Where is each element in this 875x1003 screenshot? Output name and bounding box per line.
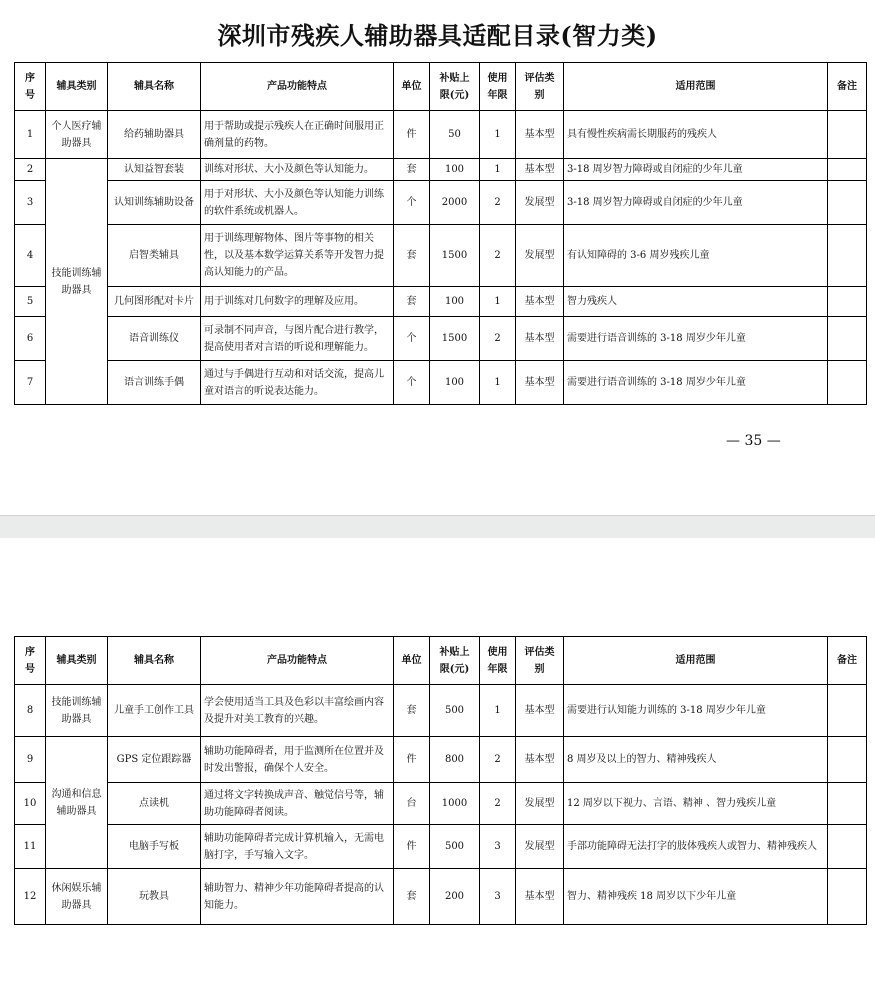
cell-remarks	[828, 825, 867, 869]
cell-scope: 智力、精神残疾 18 周岁以下少年儿童	[564, 869, 828, 925]
header-features: 产品功能特点	[201, 63, 394, 111]
cell-name: 给药辅助器具	[108, 111, 201, 159]
cell-remarks	[828, 737, 867, 783]
cell-assess: 基本型	[516, 685, 564, 737]
cell-name: 电脑手写板	[108, 825, 201, 869]
cell-remarks	[828, 361, 867, 405]
cell-seq: 4	[15, 225, 46, 287]
cell-scope: 需要进行认知能力训练的 3-18 周岁少年儿童	[564, 685, 828, 737]
cell-unit: 个	[394, 181, 430, 225]
table-row	[15, 159, 867, 181]
cell-subsidy: 2000	[430, 181, 480, 225]
cell-subsidy: 1500	[430, 225, 480, 287]
cell-seq: 11	[15, 825, 46, 869]
header-category: 辅具类别	[46, 63, 108, 111]
cell-remarks	[828, 159, 867, 181]
cell-assess: 基本型	[516, 287, 564, 317]
header-assess: 评估类 别	[516, 63, 564, 111]
table-row	[15, 225, 867, 287]
cell-unit: 件	[394, 825, 430, 869]
cell-seq: 10	[15, 783, 46, 825]
table-row	[15, 783, 867, 825]
table-header-row	[15, 637, 867, 685]
cell-name: 儿童手工创作工具	[108, 685, 201, 737]
cell-unit: 套	[394, 225, 430, 287]
cell-subsidy: 200	[430, 869, 480, 925]
cell-seq: 9	[15, 737, 46, 783]
cell-remarks	[828, 783, 867, 825]
cell-features: 通过与手偶进行互动和对话交流，提高儿童对语言的听说表达能力。	[201, 361, 394, 405]
table-row	[15, 181, 867, 225]
table-row	[15, 111, 867, 159]
cell-remarks	[828, 317, 867, 361]
cell-years: 1	[480, 111, 516, 159]
cell-features: 辅助智力、精神少年功能障碍者提高的认知能力。	[201, 869, 394, 925]
cell-assess: 发展型	[516, 783, 564, 825]
cell-category: 技能训练辅助器具	[46, 685, 108, 737]
cell-features: 辅助功能障碍者完成计算机输入，无需电脑打字，手写输入文字。	[201, 825, 394, 869]
cell-unit: 个	[394, 361, 430, 405]
catalog-table-1	[14, 62, 867, 405]
cell-remarks	[828, 181, 867, 225]
table-header-row	[15, 63, 867, 111]
cell-subsidy: 1000	[430, 783, 480, 825]
cell-unit: 套	[394, 287, 430, 317]
cell-remarks	[828, 685, 867, 737]
cell-scope: 3-18 周岁智力障碍或自闭症的少年儿童	[564, 181, 828, 225]
cell-scope: 8 周岁及以上的智力、精神残疾人	[564, 737, 828, 783]
cell-years: 3	[480, 869, 516, 925]
cell-name: 语音训练仪	[108, 317, 201, 361]
cell-category: 个人医疗辅助器具	[46, 111, 108, 159]
cell-years: 2	[480, 783, 516, 825]
header-name: 辅具名称	[108, 63, 201, 111]
cell-years: 2	[480, 225, 516, 287]
cell-scope: 12 周岁以下视力、言语、精神 、智力残疾儿童	[564, 783, 828, 825]
cell-unit: 个	[394, 317, 430, 361]
cell-features: 可录制不同声音，与图片配合进行教学，提高使用者对言语的听说和理解能力。	[201, 317, 394, 361]
cell-scope: 3-18 周岁智力障碍或自闭症的少年儿童	[564, 159, 828, 181]
cell-features: 用于训练理解物体、图片等事物的相关性，以及基本数学运算关系等开发智力提高认知能力的产品。	[201, 225, 394, 287]
cell-subsidy: 50	[430, 111, 480, 159]
cell-seq: 8	[15, 685, 46, 737]
cell-category: 休闲娱乐辅助器具	[46, 869, 108, 925]
page-separator	[0, 515, 875, 538]
cell-years: 1	[480, 361, 516, 405]
table-row	[15, 685, 867, 737]
cell-scope: 手部功能障碍无法打字的肢体残疾人或智力、精神残疾人	[564, 825, 828, 869]
table-row	[15, 317, 867, 361]
page-number: — 35 —	[726, 433, 781, 449]
cell-remarks	[828, 869, 867, 925]
cell-unit: 套	[394, 869, 430, 925]
header-scope: 适用范围	[564, 63, 828, 111]
cell-name: 玩教具	[108, 869, 201, 925]
cell-seq: 1	[15, 111, 46, 159]
cell-years: 3	[480, 825, 516, 869]
header-seq: 序 号	[15, 63, 46, 111]
header-years: 使用 年限	[480, 637, 516, 685]
cell-seq: 3	[15, 181, 46, 225]
cell-seq: 2	[15, 159, 46, 181]
cell-features: 训练对形状、大小及颜色等认知能力。	[201, 159, 394, 181]
cell-assess: 基本型	[516, 869, 564, 925]
cell-years: 2	[480, 737, 516, 783]
cell-assess: 发展型	[516, 181, 564, 225]
cell-years: 1	[480, 287, 516, 317]
cell-name: 启智类辅具	[108, 225, 201, 287]
cell-assess: 基本型	[516, 361, 564, 405]
cell-features: 辅助功能障碍者，用于监测所在位置并及时发出警报，确保个人安全。	[201, 737, 394, 783]
cell-unit: 套	[394, 159, 430, 181]
cell-assess: 基本型	[516, 159, 564, 181]
cell-years: 1	[480, 685, 516, 737]
cell-assess: 发展型	[516, 825, 564, 869]
cell-seq: 5	[15, 287, 46, 317]
cell-features: 学会使用适当工具及色彩以丰富绘画内容及提升对美工教育的兴趣。	[201, 685, 394, 737]
cell-seq: 6	[15, 317, 46, 361]
cell-subsidy: 1500	[430, 317, 480, 361]
header-remarks: 备注	[828, 637, 867, 685]
header-subsidy: 补贴上 限(元)	[430, 63, 480, 111]
cell-name: 语言训练手偶	[108, 361, 201, 405]
cell-name: 认知益智套装	[108, 159, 201, 181]
header-assess: 评估类 别	[516, 637, 564, 685]
cell-scope: 有认知障碍的 3-6 周岁残疾儿童	[564, 225, 828, 287]
cell-name: 认知训练辅助设备	[108, 181, 201, 225]
cell-features: 用于帮助或提示残疾人在正确时间服用正确剂量的药物。	[201, 111, 394, 159]
header-subsidy: 补贴上 限(元)	[430, 637, 480, 685]
table-row	[15, 737, 867, 783]
header-remarks: 备注	[828, 63, 867, 111]
cell-unit: 台	[394, 783, 430, 825]
cell-category: 技能训练辅助器具	[46, 159, 108, 405]
cell-features: 用于对形状、大小及颜色等认知能力训练的软件系统或机器人。	[201, 181, 394, 225]
header-seq: 序 号	[15, 637, 46, 685]
header-years: 使用 年限	[480, 63, 516, 111]
catalog-table-2	[14, 636, 867, 925]
cell-remarks	[828, 287, 867, 317]
cell-features: 通过将文字转换成声音、触觉信号等，辅助功能障碍者阅读。	[201, 783, 394, 825]
cell-scope: 需要进行语音训练的 3-18 周岁少年儿童	[564, 361, 828, 405]
header-name: 辅具名称	[108, 637, 201, 685]
cell-subsidy: 800	[430, 737, 480, 783]
cell-scope: 具有慢性疾病需长期服药的残疾人	[564, 111, 828, 159]
cell-name: 几何图形配对卡片	[108, 287, 201, 317]
header-category: 辅具类别	[46, 637, 108, 685]
cell-years: 1	[480, 159, 516, 181]
table-row	[15, 287, 867, 317]
cell-subsidy: 500	[430, 825, 480, 869]
cell-assess: 基本型	[516, 737, 564, 783]
cell-unit: 套	[394, 685, 430, 737]
cell-category: 沟通和信息辅助器具	[46, 737, 108, 869]
cell-features: 用于训练对几何数字的理解及应用。	[201, 287, 394, 317]
header-unit: 单位	[394, 637, 430, 685]
cell-remarks	[828, 111, 867, 159]
cell-subsidy: 100	[430, 159, 480, 181]
table-row	[15, 869, 867, 925]
cell-scope: 智力残疾人	[564, 287, 828, 317]
cell-seq: 7	[15, 361, 46, 405]
header-unit: 单位	[394, 63, 430, 111]
cell-seq: 12	[15, 869, 46, 925]
cell-subsidy: 100	[430, 361, 480, 405]
cell-years: 2	[480, 317, 516, 361]
cell-years: 2	[480, 181, 516, 225]
cell-scope: 需要进行语音训练的 3-18 周岁少年儿童	[564, 317, 828, 361]
cell-unit: 件	[394, 737, 430, 783]
header-scope: 适用范围	[564, 637, 828, 685]
table-row	[15, 825, 867, 869]
cell-name: 点读机	[108, 783, 201, 825]
header-features: 产品功能特点	[201, 637, 394, 685]
page-title: 深圳市残疾人辅助器具适配目录(智力类)	[217, 21, 658, 50]
cell-remarks	[828, 225, 867, 287]
cell-unit: 件	[394, 111, 430, 159]
cell-subsidy: 100	[430, 287, 480, 317]
cell-name: GPS 定位跟踪器	[108, 737, 201, 783]
cell-assess: 基本型	[516, 111, 564, 159]
cell-assess: 基本型	[516, 317, 564, 361]
table-row	[15, 361, 867, 405]
cell-subsidy: 500	[430, 685, 480, 737]
cell-assess: 发展型	[516, 225, 564, 287]
